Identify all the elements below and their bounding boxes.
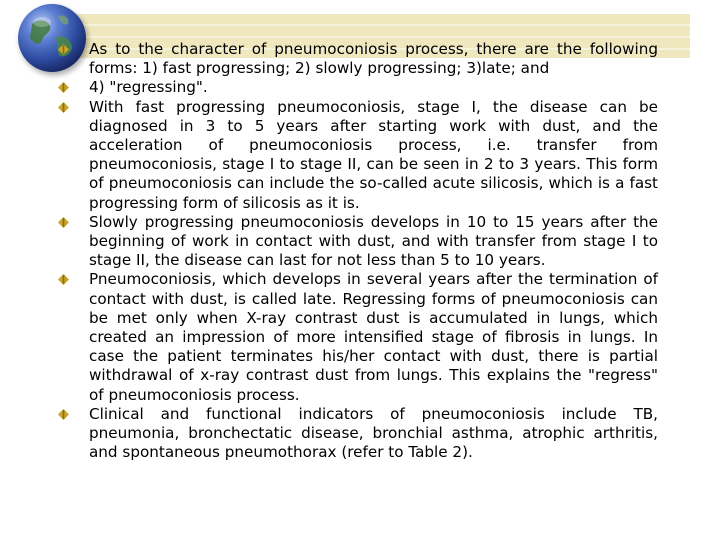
list-item [58, 270, 658, 404]
bullet-list [58, 40, 658, 462]
banner-stripe [58, 24, 690, 26]
bullet-text: With fast progressing pneumoconiosis, stage I, the disease can be diagnosed in 3 to 5 years after starting work with dust, and the acceleration of pneumoconiosis process, i.e. transfer from pneumoconiosis, stage I to stage II, can be seen in 2 to 3 years. This form of pneumoconiosis can include the so-called acute silicosis, which is a fast progressing form of silicosis as it is. [89, 97, 658, 212]
list-item [58, 40, 658, 78]
diamond-bullet-icon [58, 82, 69, 93]
list-item [58, 98, 658, 213]
bullet-text: As to the character of pneumoconiosis process, there are the following forms: 1) fast progressing; 2) slowly progressing; 3)late; and [89, 40, 658, 78]
list-item [58, 213, 658, 271]
list-item [58, 405, 658, 463]
diamond-bullet-icon [58, 274, 69, 285]
diamond-bullet-icon [58, 102, 69, 113]
bullet-text: 4) "regressing". [89, 78, 208, 97]
diamond-bullet-icon [58, 44, 69, 55]
bullet-text: Clinical and functional indicators of pneumoconiosis include TB, pneumonia, bronchectatic disease, bronchial asthma, atrophic arthritis, and spontaneous pneumothorax (refer to Table 2). [89, 404, 658, 462]
bullet-text: Slowly progressing pneumoconiosis develops in 10 to 15 years after the beginning of work in contact with dust, and with transfer from stage I to stage II, the disease can last for not less than 5 to 10 years. [89, 212, 658, 270]
diamond-bullet-icon [58, 409, 69, 420]
banner-stripe [58, 36, 690, 38]
diamond-bullet-icon [58, 217, 69, 228]
bullet-text: Pneumoconiosis, which develops in several years after the termination of contact with dust, is called late. Regressing forms of pneumoconiosis can be met only when X-ray contrast dust is accumulated in lungs, which created an impression of more intensified stage of fibrosis in lungs. In case the patient terminates his/her contact with dust, there is partial withdrawal of x-ray contrast dust from lungs. This explains the "regress" of pneumoconiosis process. [89, 270, 658, 404]
list-item [58, 78, 658, 97]
